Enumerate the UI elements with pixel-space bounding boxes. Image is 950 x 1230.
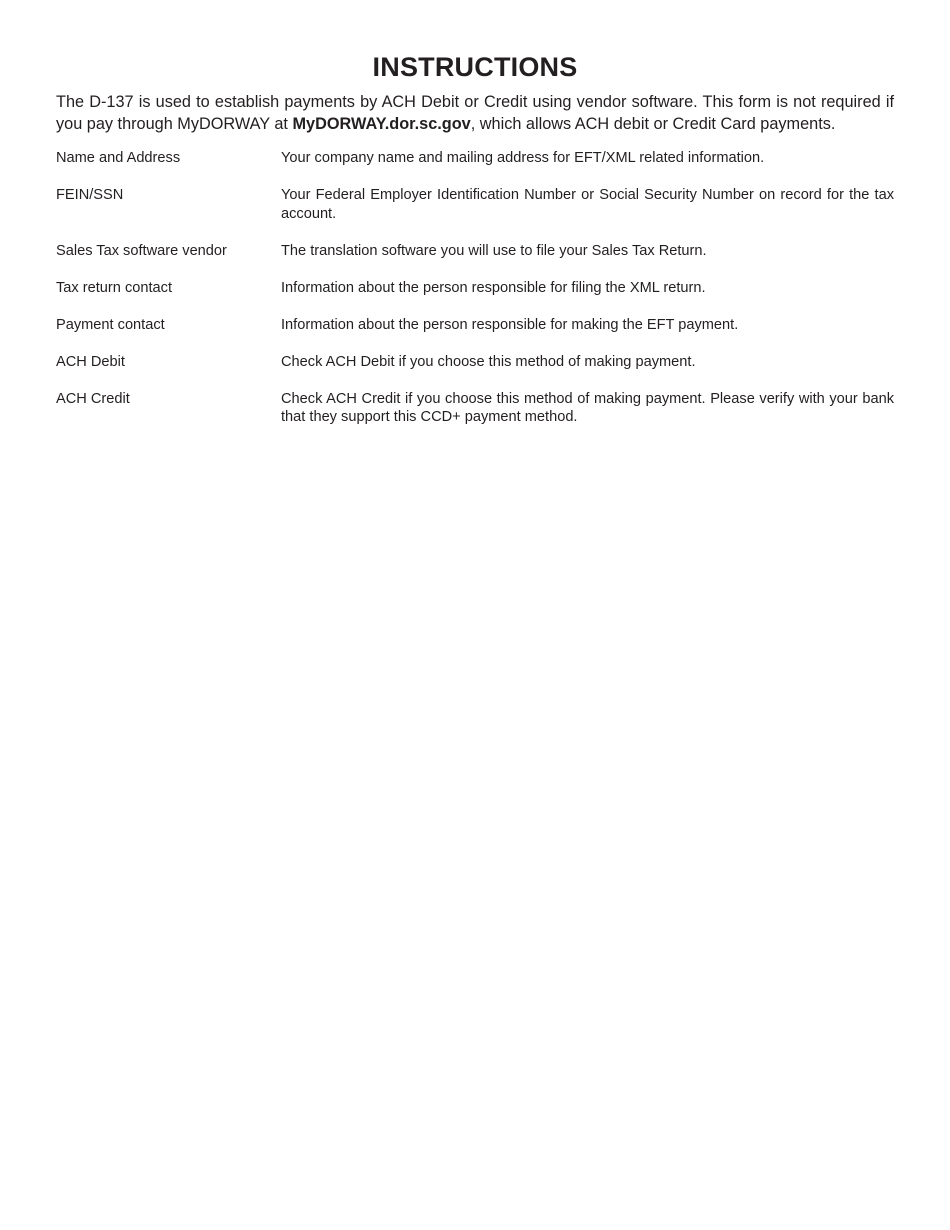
row-term: FEIN/SSN	[56, 187, 124, 203]
instruction-list	[56, 149, 894, 427]
intro-text-after: , which allows ACH debit or Credit Card payments.	[470, 115, 836, 133]
mydorway-url: MyDORWAY.dor.sc.gov	[292, 115, 471, 133]
instruction-row-name-address	[56, 149, 894, 168]
instruction-row-payment-contact	[56, 316, 894, 335]
row-term: ACH Debit	[56, 353, 125, 370]
row-description: Information about the person responsible for filing the XML return.	[281, 279, 706, 296]
row-term: Name and Address	[56, 150, 181, 166]
instruction-row-ach-credit	[56, 390, 894, 427]
document-page	[56, 0, 894, 427]
row-term: Payment contact	[56, 316, 165, 333]
instruction-row-tax-return-contact	[56, 279, 894, 298]
row-term: Sales Tax software vendor	[56, 242, 227, 259]
row-description: Check ACH Debit if you choose this method of making payment.	[281, 353, 696, 370]
page-title: INSTRUCTIONS	[372, 52, 578, 82]
row-description: Your Federal Employer Identification Number or Social Security Number on record for the tax account.	[281, 187, 894, 222]
intro-paragraph	[56, 91, 894, 135]
row-description: Check ACH Credit if you choose this method of making payment. Please verify with your bank that they support this CCD+ payment method.	[281, 390, 894, 425]
row-term: ACH Credit	[56, 390, 130, 407]
instruction-row-ach-debit	[56, 353, 894, 372]
intro-text-before: The D-137 is used to establish payments by ACH Debit or Credit using vendor software. This form is not required if you pay through MyDORWAY at	[56, 93, 894, 133]
row-description: Information about the person responsible for making the EFT payment.	[281, 316, 739, 333]
row-term: Tax return contact	[56, 279, 172, 296]
instruction-row-fein-ssn	[56, 186, 894, 223]
row-description: Your company name and mailing address for EFT/XML related information.	[281, 150, 765, 166]
instruction-row-software-vendor	[56, 242, 894, 261]
row-description: The translation software you will use to file your Sales Tax Return.	[281, 242, 707, 259]
